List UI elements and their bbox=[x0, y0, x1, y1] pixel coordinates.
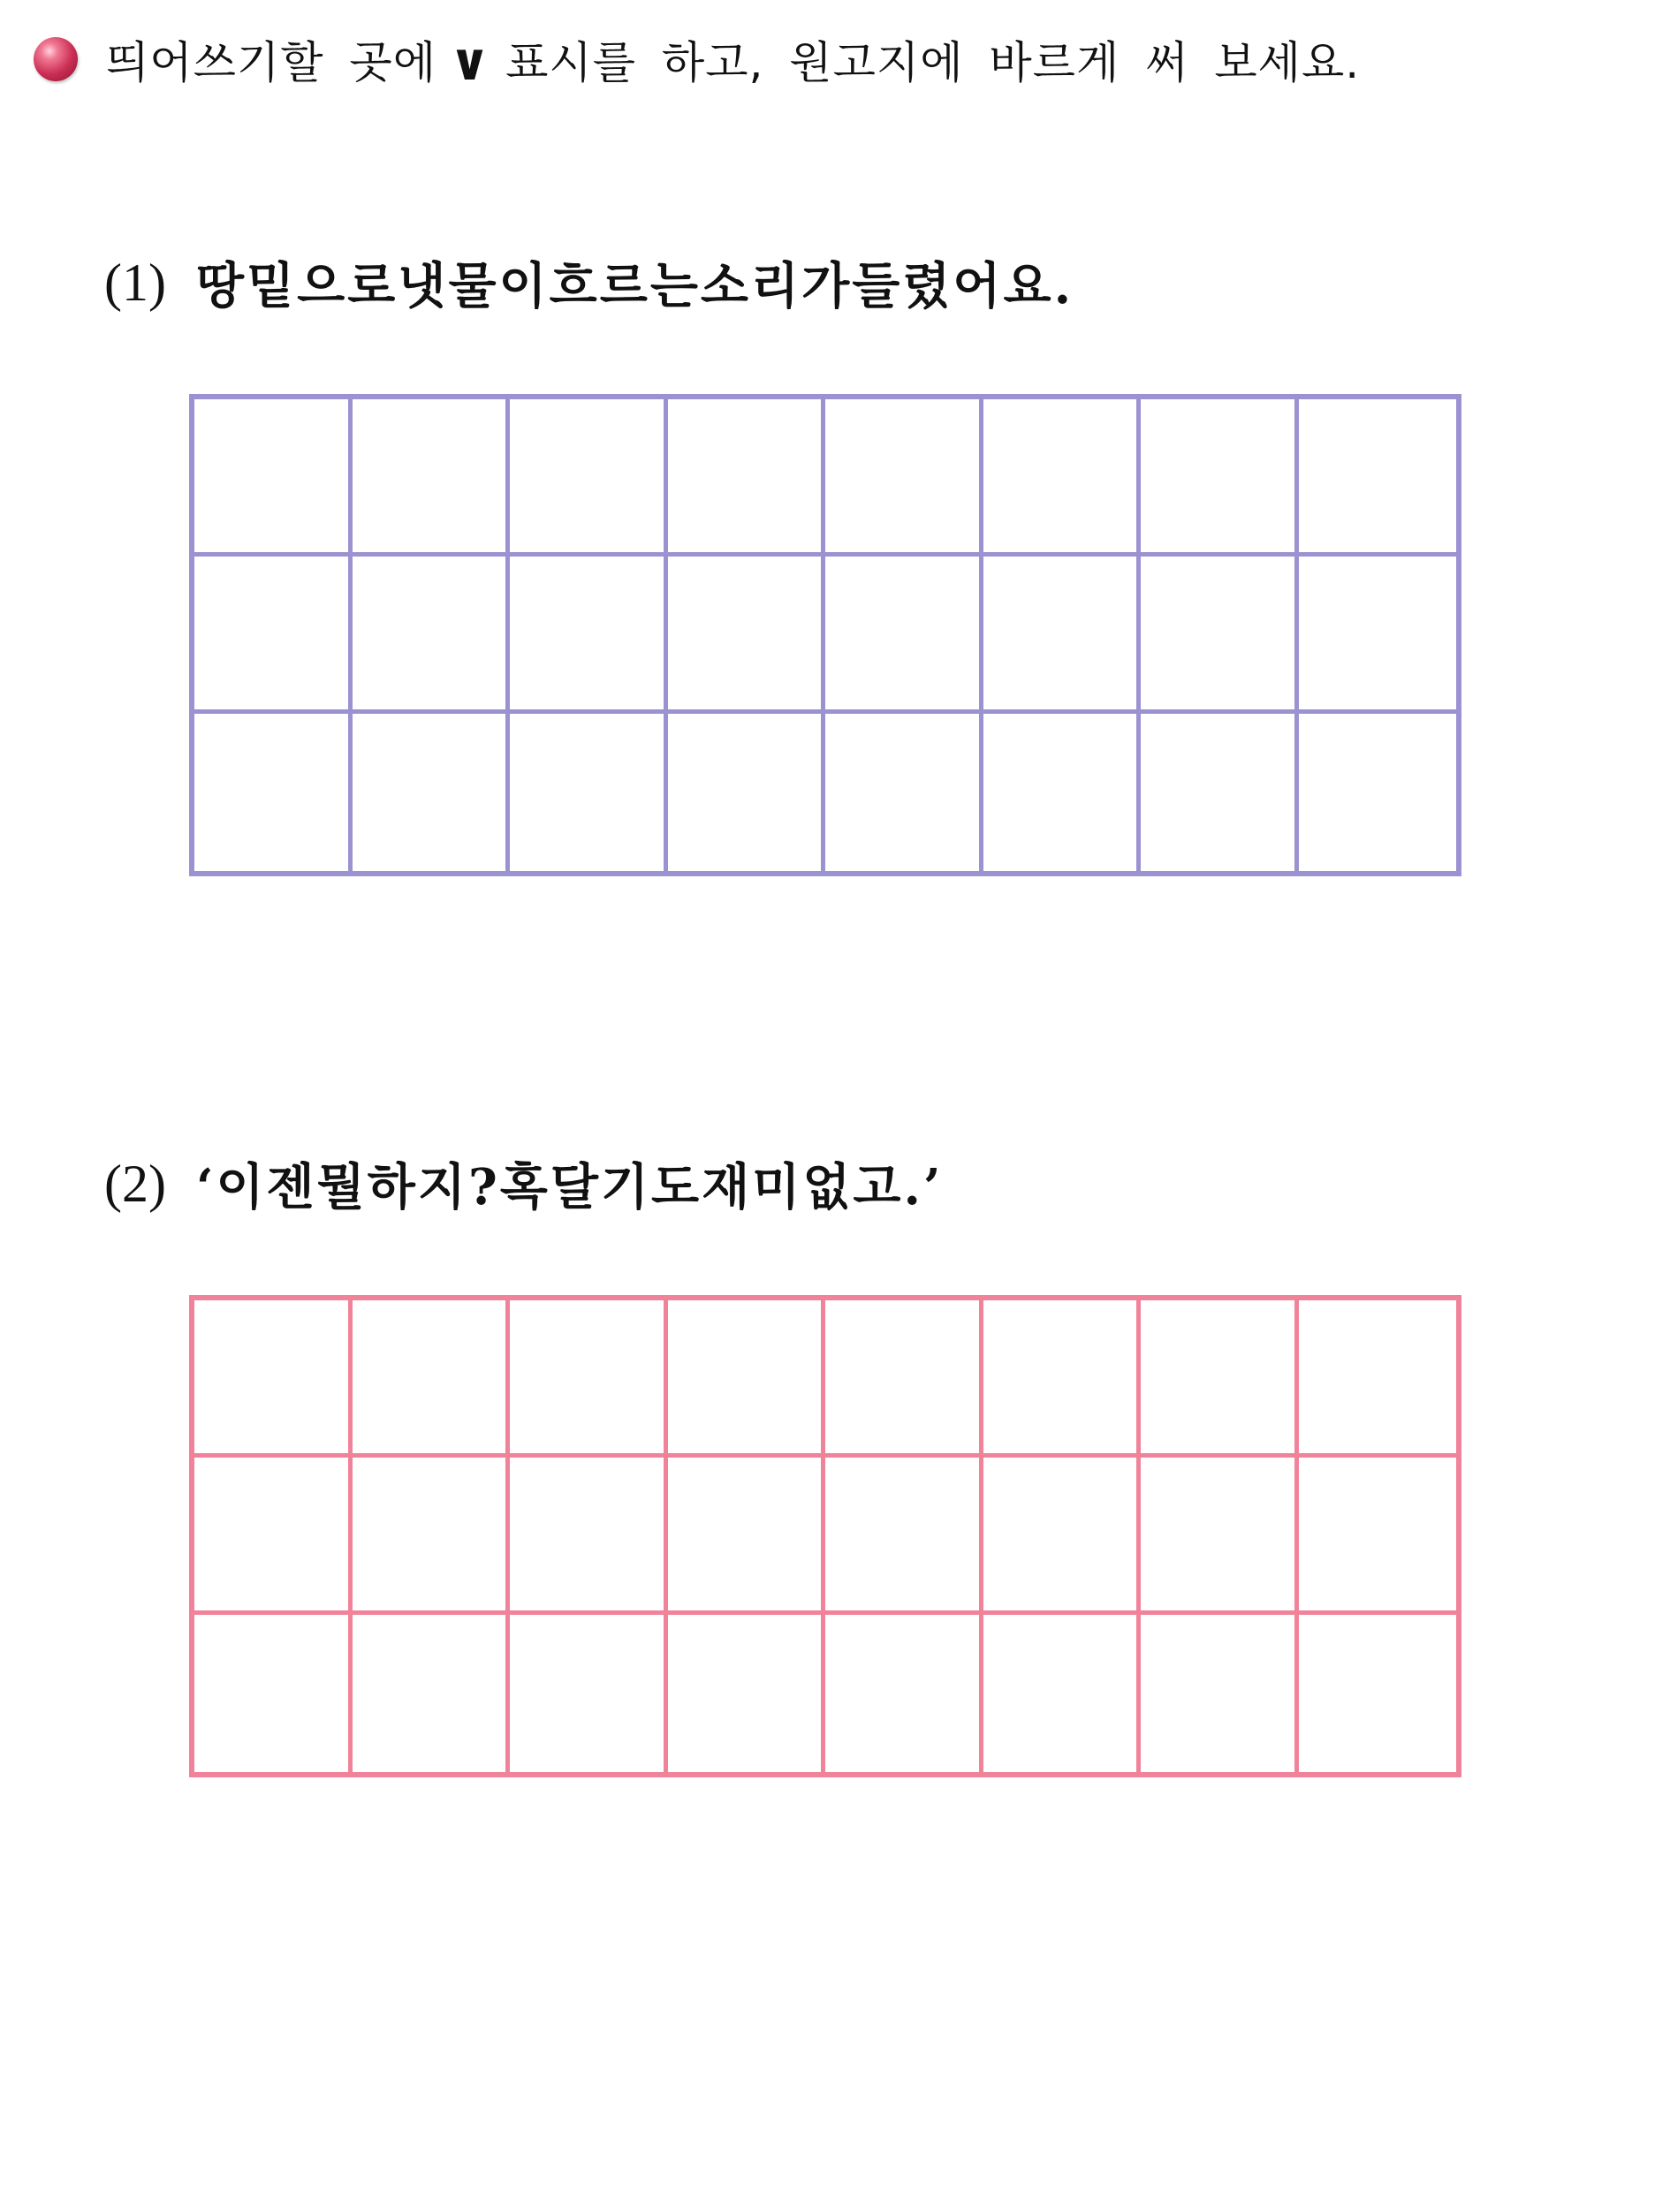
instruction-text-after: 표시를 하고, 원고지에 바르게 써 보세요. bbox=[505, 37, 1361, 88]
problem-1-number: (1) bbox=[104, 253, 166, 312]
grid-cell[interactable] bbox=[1299, 714, 1457, 871]
grid-cell[interactable] bbox=[983, 557, 1142, 714]
grid-cell[interactable] bbox=[668, 557, 826, 714]
manuscript-grid-1 bbox=[189, 394, 1461, 876]
problem-2 bbox=[104, 1144, 944, 1223]
grid-cell[interactable] bbox=[668, 1458, 826, 1615]
grid-cell[interactable] bbox=[1299, 1615, 1457, 1772]
grid-cell[interactable] bbox=[668, 1300, 826, 1458]
grid-cell[interactable] bbox=[510, 714, 668, 871]
problem-1-sentence: 땅밑으로냇물이흐르는소리가들렸어요. bbox=[195, 257, 1074, 315]
grid-cell[interactable] bbox=[510, 557, 668, 714]
grid-cell[interactable] bbox=[353, 1300, 511, 1458]
grid-cell[interactable] bbox=[353, 1615, 511, 1772]
grid-cell[interactable] bbox=[1141, 399, 1299, 557]
bullet-icon bbox=[34, 37, 78, 81]
grid-cell[interactable] bbox=[668, 714, 826, 871]
grid-cell[interactable] bbox=[825, 1458, 983, 1615]
instruction bbox=[34, 27, 1360, 92]
grid-cell[interactable] bbox=[1141, 1300, 1299, 1458]
grid-cell[interactable] bbox=[194, 1615, 353, 1772]
grid-cell[interactable] bbox=[668, 399, 826, 557]
grid-cell[interactable] bbox=[1299, 1300, 1457, 1458]
grid-cell[interactable] bbox=[194, 399, 353, 557]
grid-cell[interactable] bbox=[1141, 557, 1299, 714]
problem-1 bbox=[104, 243, 1074, 322]
grid-cell[interactable] bbox=[1141, 714, 1299, 871]
grid-cell[interactable] bbox=[825, 1300, 983, 1458]
grid-cell[interactable] bbox=[983, 1300, 1142, 1458]
manuscript-grid-2 bbox=[189, 1295, 1461, 1777]
grid-cell[interactable] bbox=[983, 714, 1142, 871]
instruction-text-before: 띄어쓰기할 곳에 bbox=[106, 37, 436, 88]
problem-2-number: (2) bbox=[104, 1154, 166, 1213]
grid-cell[interactable] bbox=[510, 1458, 668, 1615]
problem-2-sentence: ‘이젠뭘하지?혹달기도재미없고.’ bbox=[195, 1158, 944, 1216]
grid-cell[interactable] bbox=[1141, 1615, 1299, 1772]
grid-cell[interactable] bbox=[825, 714, 983, 871]
grid-cell[interactable] bbox=[194, 1300, 353, 1458]
grid-cell[interactable] bbox=[983, 399, 1142, 557]
grid-cell[interactable] bbox=[825, 1615, 983, 1772]
grid-cell[interactable] bbox=[1299, 1458, 1457, 1615]
grid-cell[interactable] bbox=[353, 1458, 511, 1615]
grid-cell[interactable] bbox=[1299, 399, 1457, 557]
grid-cell[interactable] bbox=[668, 1615, 826, 1772]
grid-cell[interactable] bbox=[353, 557, 511, 714]
grid-cell[interactable] bbox=[1141, 1458, 1299, 1615]
grid-cell[interactable] bbox=[353, 714, 511, 871]
grid-cell[interactable] bbox=[510, 399, 668, 557]
grid-cell[interactable] bbox=[353, 399, 511, 557]
grid-cell[interactable] bbox=[825, 399, 983, 557]
grid-cell[interactable] bbox=[194, 1458, 353, 1615]
grid-cell[interactable] bbox=[194, 714, 353, 871]
check-mark-icon: ∨ bbox=[449, 32, 492, 92]
grid-cell[interactable] bbox=[510, 1615, 668, 1772]
instruction-text bbox=[106, 27, 1360, 91]
grid-cell[interactable] bbox=[983, 1615, 1142, 1772]
grid-cell[interactable] bbox=[194, 557, 353, 714]
grid-cell[interactable] bbox=[1299, 557, 1457, 714]
grid-cell[interactable] bbox=[510, 1300, 668, 1458]
grid-cell[interactable] bbox=[983, 1458, 1142, 1615]
grid-cell[interactable] bbox=[825, 557, 983, 714]
